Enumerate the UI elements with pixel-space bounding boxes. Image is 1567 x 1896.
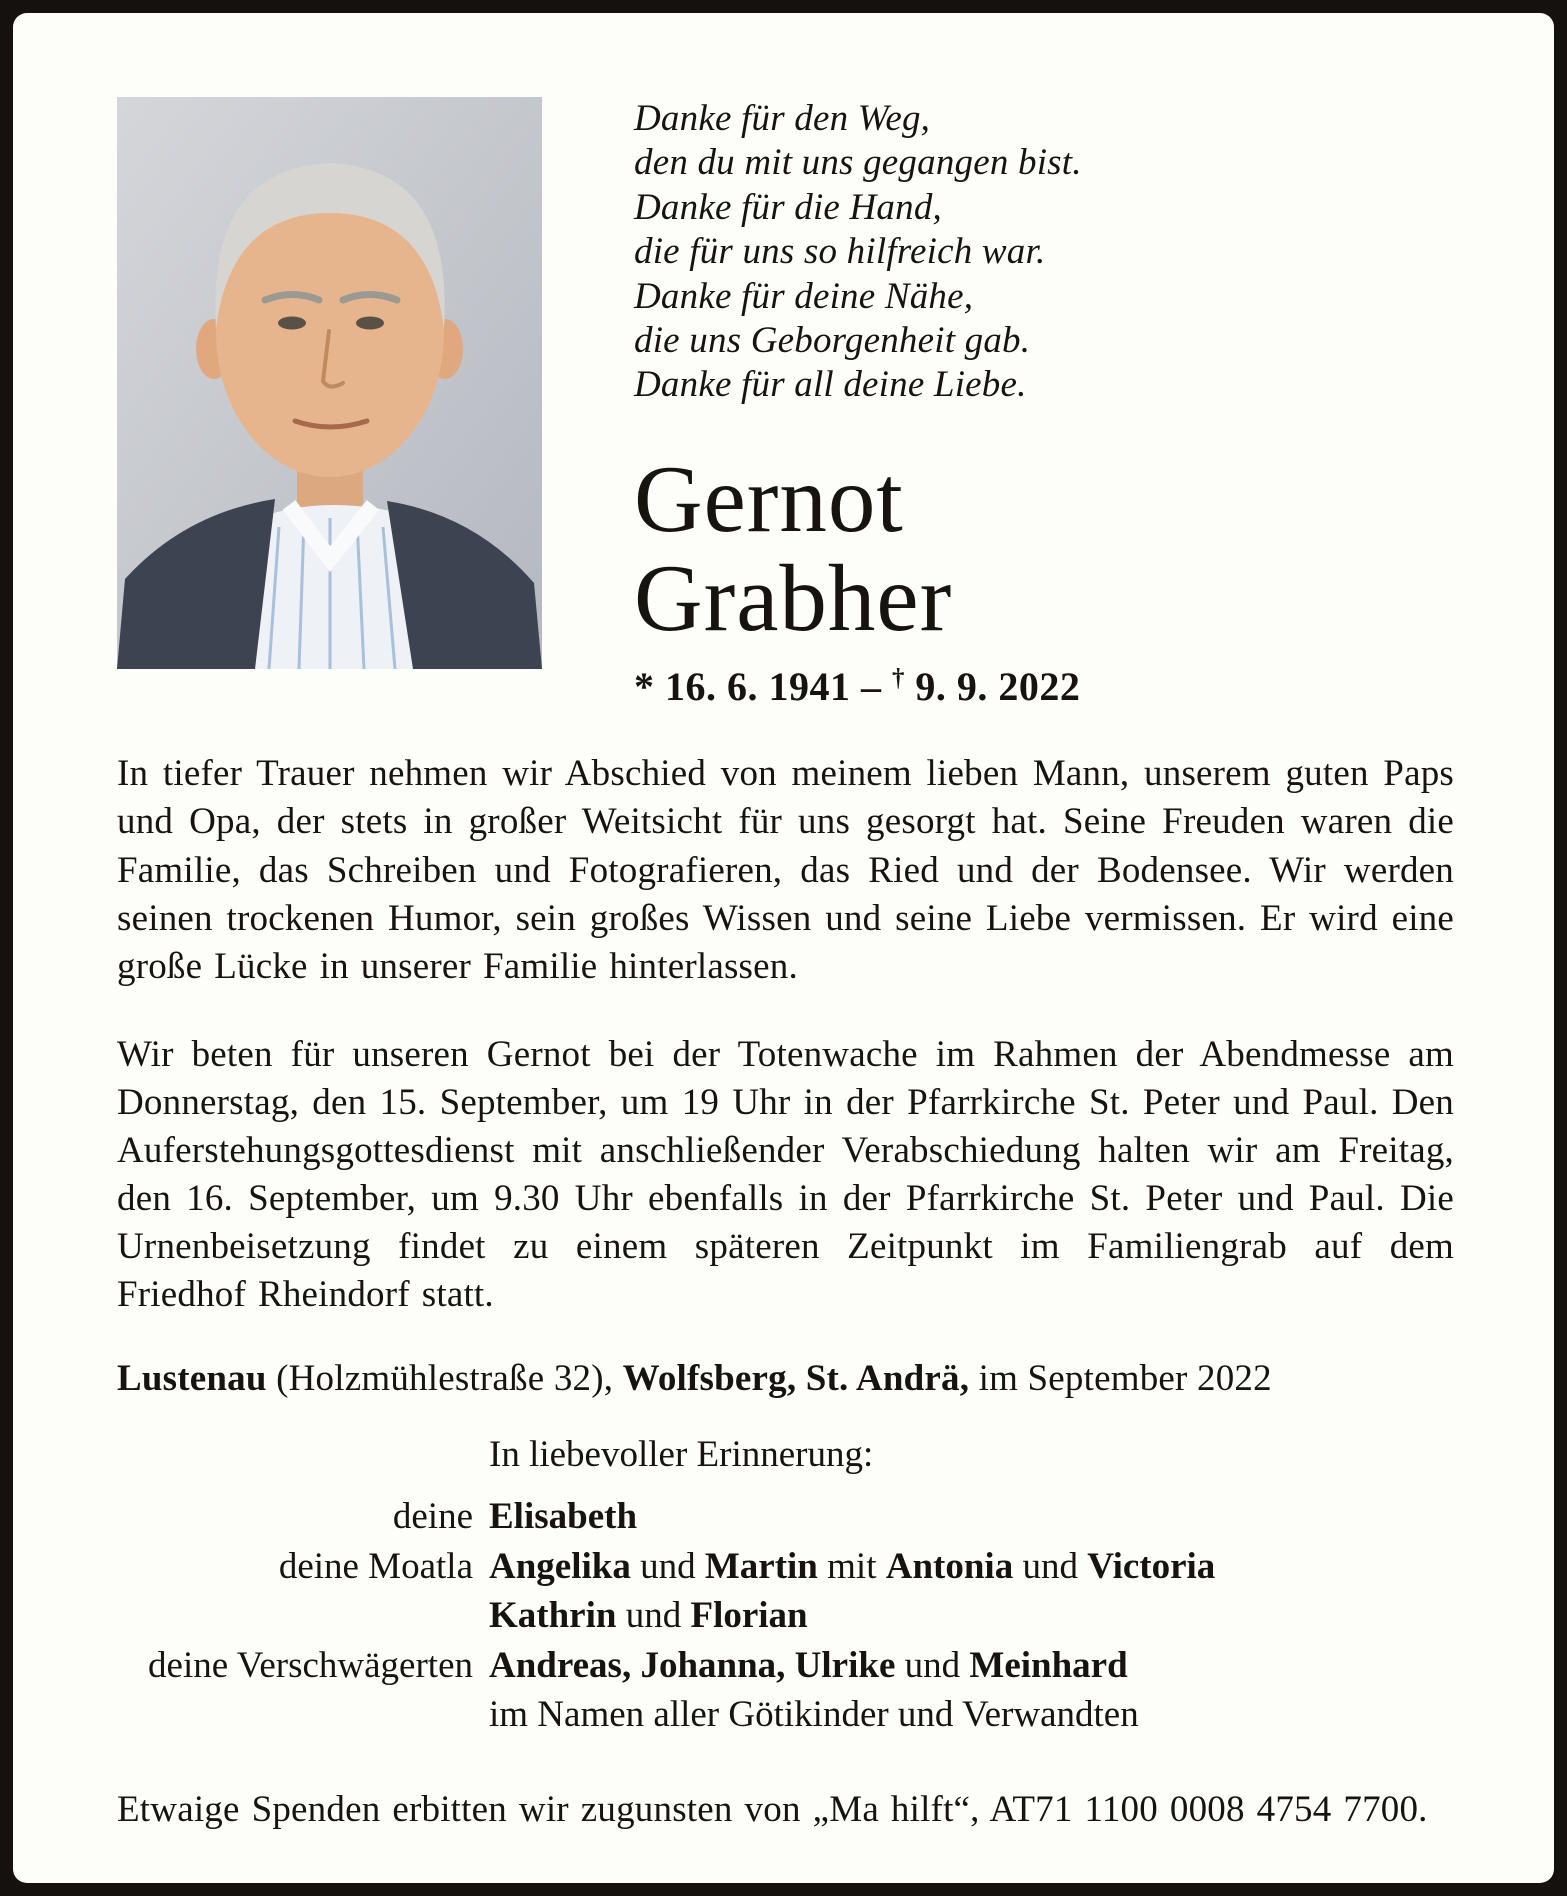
donation-note: Etwaige Spenden erbitten wir zugunsten von „Ma hilft“, AT71 1100 0008 4754 7700. <box>117 1788 1428 1830</box>
poem-line: den du mit uns gegangen bist. <box>634 142 1082 184</box>
poem-line: Danke für die Hand, <box>634 186 942 228</box>
remembrance-heading-row <box>117 1430 1454 1480</box>
obituary-paragraph: In tiefer Trauer nehmen wir Abschied von meinem lieben Mann, unserem guten Paps und Opa, der stets in großer Weitsicht für uns gesorgt hat. Seine Freuden waren die Familie, das Schreiben und Fotografieren, das Ried und der Bodensee. Wir werden seinen trockenen Humor, sein großes Wissen und seine Liebe vermissen. Er wird eine große Lücke in unserer Familie hinterlassen. <box>117 753 1454 987</box>
family-row-names: Kathrin und Florian <box>489 1595 808 1637</box>
poem-line: Danke für den Weg, <box>634 98 931 139</box>
family-row-label <box>117 1591 489 1641</box>
header-text-column <box>634 97 1454 710</box>
family-row <box>117 1591 1454 1641</box>
location-line: Lustenau (Holzmühlestraße 32), Wolfsberg, St. Andrä, im September 2022 <box>117 1358 1272 1400</box>
family-row-label <box>117 1430 489 1480</box>
family-row-names: Angelika und Martin mit Antonia und Victoria <box>489 1545 1216 1587</box>
birth-date: * 16. 6. 1941 <box>634 664 851 710</box>
family-row <box>117 1641 1454 1691</box>
life-dates <box>634 663 1454 710</box>
family-row-label: deine Moatla <box>278 1545 473 1587</box>
family-row <box>117 1492 1454 1542</box>
header-section <box>117 97 1454 710</box>
family-row <box>117 1542 1454 1592</box>
family-list <box>117 1430 1454 1739</box>
family-row-names: Andreas, Johanna, Ulrike und Meinhard <box>489 1644 1128 1686</box>
family-row-label: deine <box>392 1495 473 1537</box>
family-row-label: deine Verschwägerten <box>148 1644 473 1686</box>
remembrance-heading: In liebevoller Erinnerung: <box>489 1434 874 1476</box>
deceased-name-block <box>634 445 1454 711</box>
obituary-paper <box>13 13 1554 1883</box>
dagger-symbol: † <box>892 665 905 692</box>
service-paragraph: Wir beten für unseren Gernot bei der Totenwache im Rahmen der Abendmesse am Donnerstag, den 15. September, um 19 Uhr in der Pfarrkirche St. Peter und Paul. Den Auferstehungsgottesdienst mit anschließender Verabschiedung halten wir am Freitag, den 16. September, um 9.30 Uhr ebenfalls in der Pfarrkirche St. Peter und Paul. Die Urnenbeisetzung findet zu einem späteren Zeitpunkt im Familiengrab auf dem Friedhof Rheindorf statt. <box>117 1033 1454 1316</box>
death-date: 9. 9. 2022 <box>904 664 1081 710</box>
poem-line: Danke für all deine Liebe. <box>634 364 1027 406</box>
memorial-poem <box>634 97 1454 408</box>
poem-line: die für uns so hilfreich war. <box>634 231 1046 273</box>
deceased-last-name: Grabher <box>634 544 953 651</box>
family-row-names: Elisabeth <box>489 1495 638 1537</box>
deceased-first-name: Gernot <box>634 445 904 552</box>
family-row-names: im Namen aller Götikinder und Verwandten <box>489 1694 1139 1736</box>
family-row <box>117 1690 1454 1740</box>
poem-line: die uns Geborgenheit gab. <box>634 319 1031 361</box>
poem-line: Danke für deine Nähe, <box>634 275 974 317</box>
family-row-label <box>117 1690 489 1740</box>
portrait-photo <box>117 97 542 669</box>
dates-separator: – <box>850 664 892 710</box>
